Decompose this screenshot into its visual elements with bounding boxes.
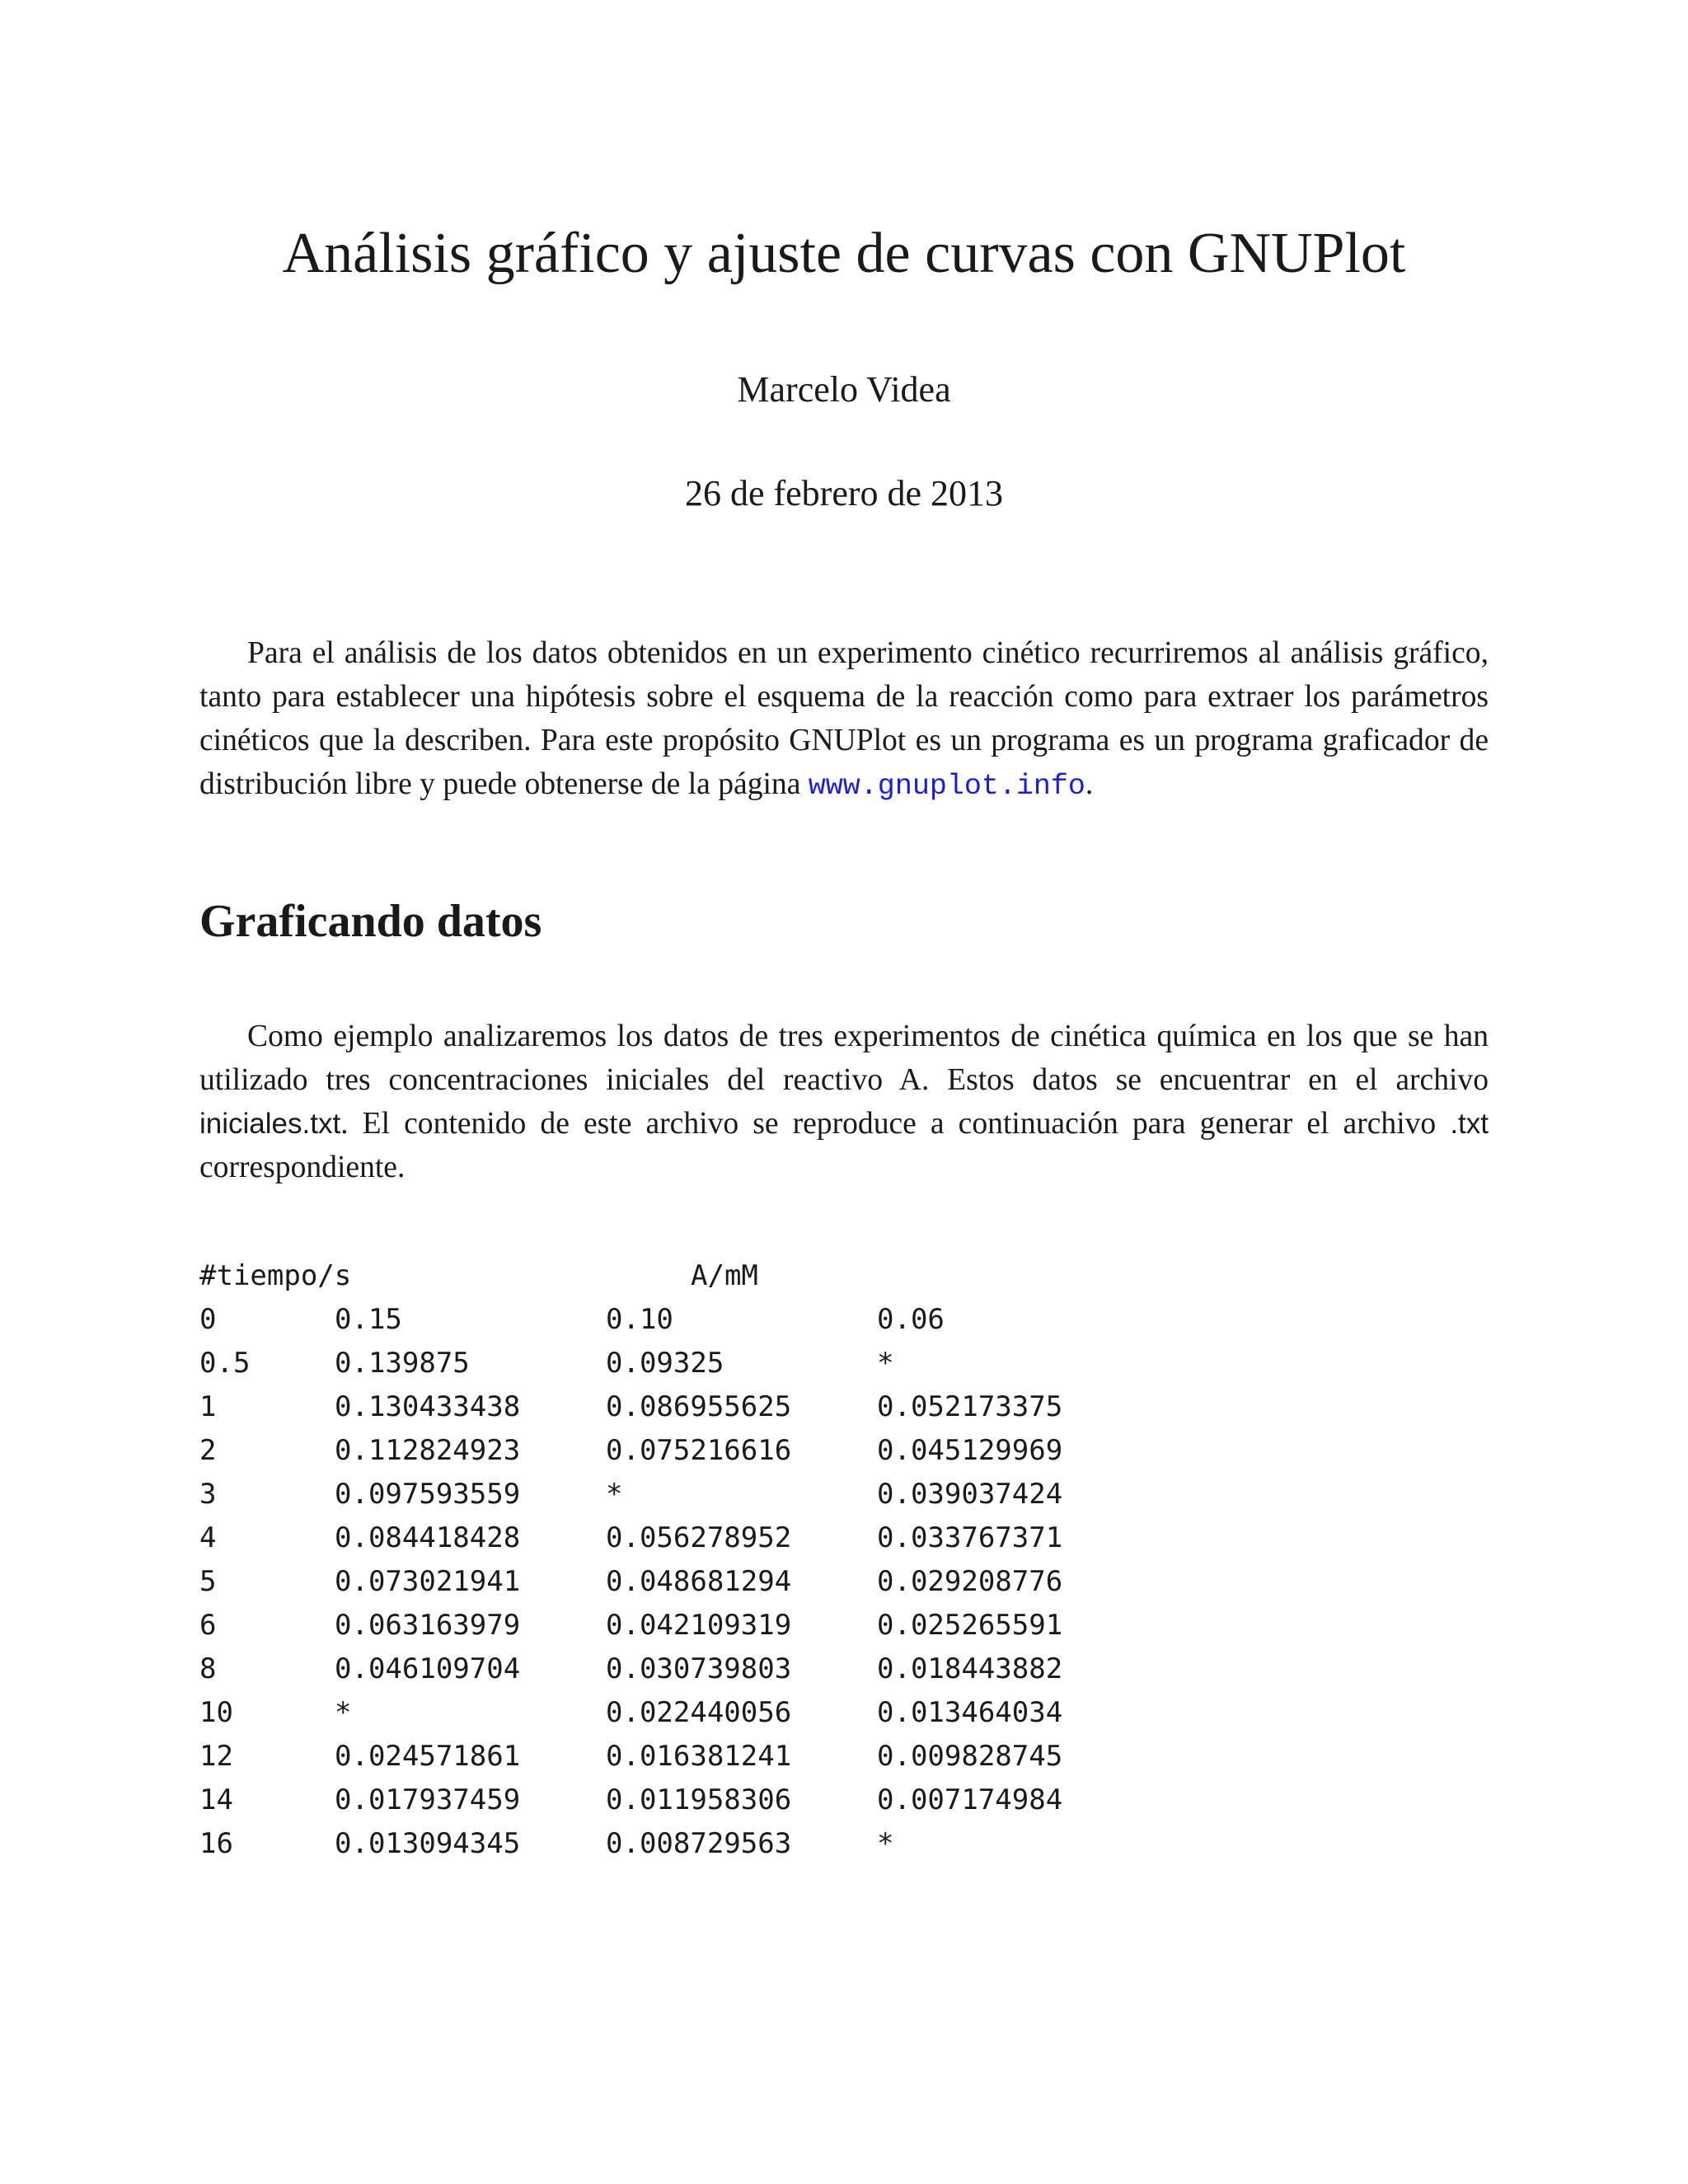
extension-text: .txt xyxy=(1450,1108,1489,1140)
data-cell: 0.130433438 xyxy=(335,1390,521,1423)
example-text-1: Como ejemplo analizaremos los datos de tres experimentos de cinética química en los que se han utilizado tres concentraciones iniciales del reactivo A. Estos datos se encuentrar en el archivo xyxy=(199,1019,1489,1097)
data-cell: 0.063163979 xyxy=(335,1609,521,1642)
data-cell: 0.075216616 xyxy=(606,1434,792,1467)
document-title: Análisis gráfico y ajuste de curvas con GNUPlot xyxy=(282,222,1406,285)
data-cell: 14 xyxy=(199,1783,233,1816)
data-cell: 0.013094345 xyxy=(335,1827,521,1860)
data-cell: 0.073021941 xyxy=(335,1565,521,1598)
data-cell: 2 xyxy=(199,1434,217,1467)
data-cell: 0.011958306 xyxy=(606,1783,792,1816)
data-cell: 0.046109704 xyxy=(335,1652,521,1685)
intro-paragraph xyxy=(199,631,1489,808)
data-cell: 3 xyxy=(199,1478,217,1511)
data-cell: 0.039037424 xyxy=(877,1478,1063,1511)
data-cell: 0.112824923 xyxy=(335,1434,521,1467)
data-cell: 10 xyxy=(199,1696,233,1729)
data-cell: 0.056278952 xyxy=(606,1521,792,1554)
data-cell: 0.033767371 xyxy=(877,1521,1063,1554)
data-cell: 0 xyxy=(199,1303,217,1336)
example-text-3: correspondiente. xyxy=(199,1151,406,1184)
data-cell: 0.009828745 xyxy=(877,1740,1063,1773)
document-date: 26 de febrero de 2013 xyxy=(684,473,1004,513)
data-cell: 0.013464034 xyxy=(877,1696,1063,1729)
intro-text: Para el análisis de los datos obtenidos en un experimento cinético recurriremos al análisis gráfico, tanto para establecer una hipótesis sobre el esquema de la reacción como para extraer los parámetros cinéticos que la describen. Para este propósito GNUPlot es un programa es un programa graficador de distribución libre y puede obtenerse de la página xyxy=(199,636,1489,801)
data-cell: 0.139875 xyxy=(335,1347,470,1380)
data-cell: 1 xyxy=(199,1390,217,1423)
data-cell: 0.007174984 xyxy=(877,1783,1063,1816)
data-cell: 0.016381241 xyxy=(606,1740,792,1773)
example-paragraph xyxy=(199,1015,1489,1189)
data-cell: 0.10 xyxy=(606,1303,673,1336)
data-cell: 16 xyxy=(199,1827,233,1860)
data-cell: 0.029208776 xyxy=(877,1565,1063,1598)
header-concentration: A/mM xyxy=(691,1259,758,1292)
data-cell: 0.084418428 xyxy=(335,1521,521,1554)
data-cell: 0.048681294 xyxy=(606,1565,792,1598)
example-text-2: . El contenido de este archivo se reproduce a continuación para generar el archivo xyxy=(340,1107,1451,1141)
data-cell: 12 xyxy=(199,1740,233,1773)
header-time: #tiempo/s xyxy=(199,1259,352,1292)
data-cell: 0.030739803 xyxy=(606,1652,792,1685)
data-cell: 0.022440056 xyxy=(606,1696,792,1729)
data-cell: 4 xyxy=(199,1521,217,1554)
data-cell: 0.045129969 xyxy=(877,1434,1063,1467)
section-heading: Graficando datos xyxy=(199,896,542,947)
data-cell: 0.018443882 xyxy=(877,1652,1063,1685)
filename-text: iniciales.txt xyxy=(199,1108,341,1140)
data-cell: 0.06 xyxy=(877,1303,945,1336)
data-cell: 0.017937459 xyxy=(335,1783,521,1816)
data-cell: 0.024571861 xyxy=(335,1740,521,1773)
data-cell: * xyxy=(335,1696,352,1729)
data-cell: * xyxy=(877,1347,894,1380)
data-cell: 0.052173375 xyxy=(877,1390,1063,1423)
data-cell: 0.008729563 xyxy=(606,1827,792,1860)
data-cell: 5 xyxy=(199,1565,217,1598)
data-cell: 0.5 xyxy=(199,1347,251,1380)
data-cell: 0.097593559 xyxy=(335,1478,521,1511)
data-cell: 0.15 xyxy=(335,1303,402,1336)
author-name: Marcelo Videa xyxy=(737,369,951,410)
data-cell: 0.086955625 xyxy=(606,1390,792,1423)
data-cell: 0.025265591 xyxy=(877,1609,1063,1642)
data-cell: 6 xyxy=(199,1609,217,1642)
data-cell: * xyxy=(877,1827,894,1860)
data-cell: * xyxy=(606,1478,623,1511)
gnuplot-link[interactable]: www.gnuplot.info xyxy=(808,770,1085,803)
data-cell: 0.09325 xyxy=(606,1347,724,1380)
data-cell: 8 xyxy=(199,1652,217,1685)
intro-end: . xyxy=(1085,767,1094,801)
data-cell: 0.042109319 xyxy=(606,1609,792,1642)
